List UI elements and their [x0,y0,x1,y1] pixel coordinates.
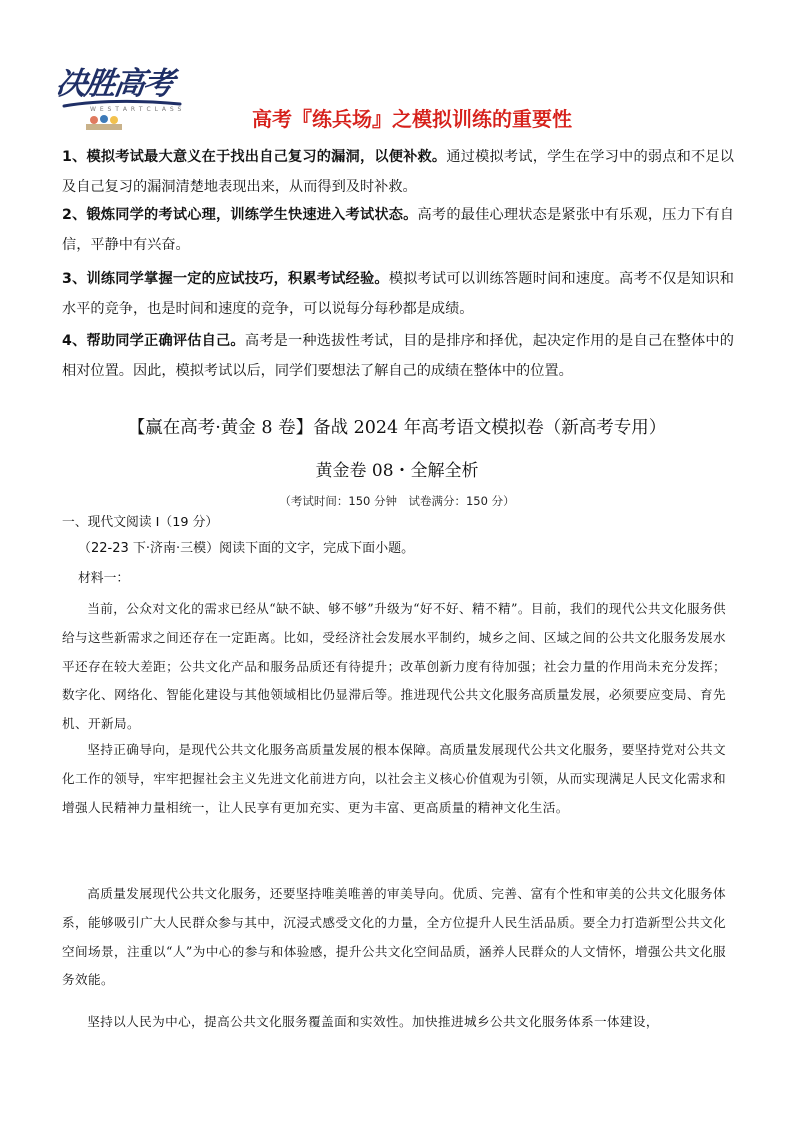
point-4-text: 高考是一种选拔性考试，目的是排序和择优，起决定作用的是自己在整体中的相对位置。因此，模拟考试以后，同学们要想法了解自己的成绩在整体中的位置。 [62,333,734,379]
paragraph-2: 坚持正确导向，是现代公共文化服务高质量发展的根本保障。高质量发展现代公共文化服务，要坚持党对公共文化工作的领导，牢牢把握社会主义先进文化前进方向，以社会主义核心价值观为引领，从而实现满足人民文化需求和增强人民精神力量相统一，让人民享有更加充实、更为丰富、更高质量的精神文化生活。 [62,742,726,815]
paragraph-4: 坚持以人民为中心，提高公共文化服务覆盖面和实效性。加快推进城乡公共文化服务体系一体建设， [87,1014,659,1029]
point-4-bold: 4、帮助同学正确评估自己。 [62,333,245,349]
point-3 [62,264,734,324]
banner-heading: 高考『练兵场』之模拟训练的重要性 [252,107,572,131]
exam-note: （考试时间：150 分钟 试卷满分：150 分） [279,494,515,508]
point-2-bold: 2、锻炼同学的考试心理，训练学生快速进入考试状态。 [62,207,418,223]
exam-title: 【赢在高考·黄金 8 卷】备战 2024 年高考语文模拟卷（新高考专用） [127,418,667,438]
paragraph-3: 高质量发展现代公共文化服务，还要坚持唯美唯善的审美导向。优质、完善、富有个性和审美的公共文化服务体系，能够吸引广大人民群众参与其中，沉浸式感受文化的力量，全方位提升人民生活品质。要全力打造新型公共文化空间场景，注重以“人”为中心的参与和体验感，提升公共文化空间品质，涵养人民群众的人文情怀，增强公共文化服务效能。 [62,886,726,988]
point-1-bold: 1、模拟考试最大意义在于找出自己复习的漏洞，以便补救。 [62,149,447,165]
point-3-bold: 3、训练同学掌握一定的应试技巧，积累考试经验。 [62,271,389,287]
point-2 [62,200,734,260]
logo-subtitle: W E S T A R T C L A S S [90,106,183,113]
question-source: （22-23 下·济南·三模）阅读下面的文字，完成下面小题。 [78,541,415,556]
paragraph-1: 当前，公众对文化的需求已经从“缺不缺、够不够”升级为“好不好、精不精”。目前，我们的现代公共文化服务供给与这些新需求之间还存在一定距离。比如，受经济社会发展水平制约，城乡之间、区域之间的公共文化服务发展水平还存在较大差距；公共文化产品和服务品质还有待提升；改革创新力度有待加强；社会力量的作用尚未充分发挥；数字化、网络化、智能化建设与其他领域相比仍显滞后等。推进现代公共文化服务高质量发展，必须要应变局、育先机、开新局。 [62,601,726,732]
point-1 [62,142,734,202]
point-3-text: 模拟考试可以训练答题时间和速度。高考不仅是知识和水平的竞争，也是时间和速度的竞争，可以说每分每秒都是成绩。 [62,271,734,317]
material-label: 材料一： [78,571,130,586]
section-heading: 一、现代文阅读 I（19 分） [62,515,219,530]
exam-subtitle: 黄金卷 08・全解全析 [315,461,479,481]
point-2-text: 高考的最佳心理状态是紧张中有乐观，压力下有自信，平静中有兴奋。 [62,207,734,253]
logo-text: 决胜高考 [53,66,175,102]
point-4 [62,326,734,386]
point-1-text: 通过模拟考试，学生在学习中的弱点和不足以及自己复习的漏洞清楚地表现出来，从而得到及时补救。 [62,149,734,195]
